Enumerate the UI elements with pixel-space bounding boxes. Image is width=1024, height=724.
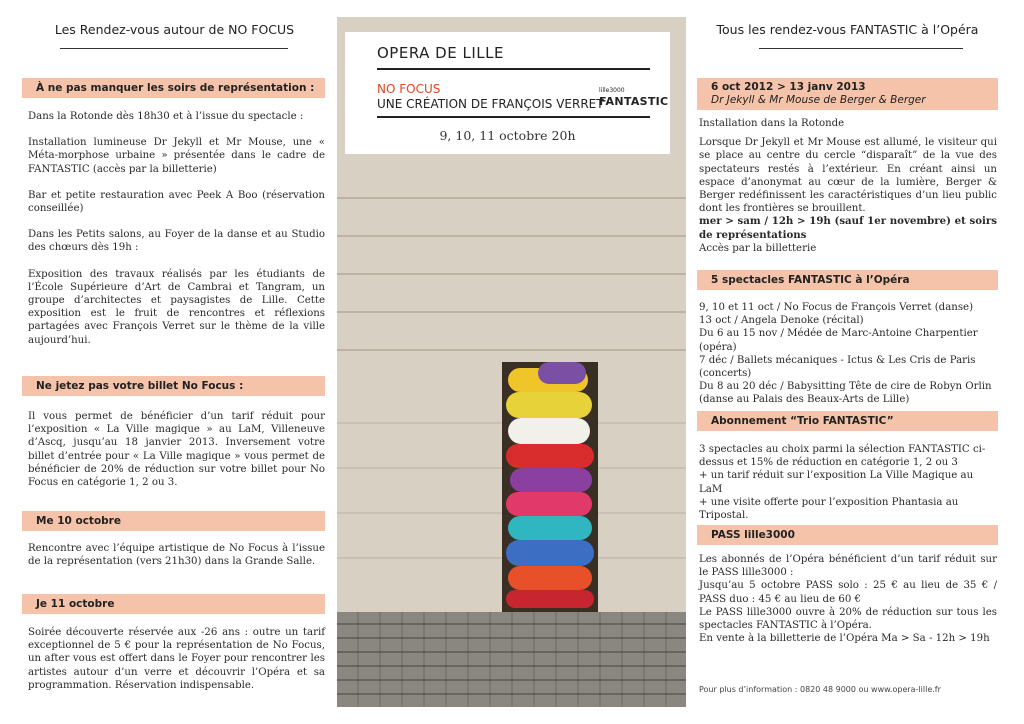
paragraph: Exposition des travaux réalisés par les étudiants de l’École Supérieure d’Art de Cambrai et Tangram, un groupe d’architectes et paysagistes de Lille. Cette exposition est le fruit de rencontres et réflexions partagées avec François Verret sur le thème de la ville aujourd’hui. bbox=[28, 268, 325, 346]
section-band: 5 spectacles FANTASTIC à l’Opéra bbox=[697, 270, 998, 290]
paragraph: 7 déc / Ballets mécaniques - Ictus & Les Cris de Paris (concerts) bbox=[699, 354, 976, 380]
figure-body bbox=[506, 540, 594, 566]
figure-body bbox=[510, 468, 592, 492]
figure-body bbox=[538, 362, 586, 384]
paragraph: Jusqu’au 5 octobre PASS solo : 25 € au lieu de 35 € / PASS duo : 45 € au lieu de 60 € bbox=[699, 580, 997, 605]
section-body bbox=[699, 301, 997, 407]
paragraph: Soirée découverte réservée aux -26 ans : outre un tarif exceptionnel de 5 € pour la représentation de No Focus, un after vous est offert dans le Foyer pour rencontrer les artistes autour d’un verre et découvrir l’Opéra et sa programmation. Réservation indispensable. bbox=[28, 627, 325, 691]
wall-stone-line bbox=[337, 349, 686, 351]
section-band: Abonnement “Trio FANTASTIC” bbox=[697, 411, 998, 431]
paragraph: Accès par la billetterie bbox=[699, 242, 817, 254]
paragraph: Lorsque Dr Jekyll et Mr Mouse est allumé, le visiteur qui se place au centre du cercle “disparaît” de la vue des spectateurs restés à l’extérieur. En créant ainsi un espace d’anonymat au cœur de la lumière, Berger & Berger redéfinissent les caractéristiques d’un lieu public dont les frontières se brouillent. bbox=[699, 137, 997, 215]
opera-name: OPERA DE LILLE bbox=[377, 44, 504, 62]
figure-body bbox=[506, 444, 594, 468]
left-heading: Les Rendez-vous autour de NO FOCUS bbox=[54, 22, 295, 37]
figure-body bbox=[506, 392, 592, 418]
section-body bbox=[28, 410, 325, 489]
paragraph: + un tarif réduit sur l’exposition La Ville Magique au LaM bbox=[699, 470, 974, 495]
paragraph: Du 8 au 20 déc / Babysitting Tête de cire de Robyn Orlin (danse au Palais des Beaux-Arts de Lille) bbox=[699, 381, 992, 406]
lille3000-logo: lille3000 bbox=[599, 87, 625, 94]
section-band: À ne pas manquer les soirs de représentation : bbox=[22, 78, 325, 98]
paragraph: Dans les Petits salons, au Foyer de la danse et au Studio des chœurs dès 19h : bbox=[28, 229, 325, 254]
paragraph: 9, 10 et 11 oct / No Focus de François Verret (danse) bbox=[699, 302, 974, 313]
paragraph: Rencontre avec l’équipe artistique de No Focus à l’issue de la représentation (vers 21h30) dans la Grande Salle. bbox=[28, 543, 325, 568]
paragraph: Du 6 au 15 nov / Médée de Marc-Antoine Charpentier (opéra) bbox=[699, 328, 978, 353]
paragraph: mer > sam / 12h > 19h (sauf 1er novembre) et soirs de représentations bbox=[699, 215, 997, 241]
paragraph: Dans la Rotonde dès 18h30 et à l’issue du spectacle : bbox=[28, 111, 304, 122]
paragraph: Bar et petite restauration avec Peek A Boo (réservation conseillée) bbox=[28, 189, 325, 215]
wall-stone-line bbox=[337, 273, 686, 275]
figure-body bbox=[508, 418, 590, 444]
paragraph: + une visite offerte pour l’exposition Phantasia au Tripostal. bbox=[699, 496, 959, 522]
figure-body bbox=[506, 590, 594, 608]
show-subtitle: UNE CRÉATION DE FRANÇOIS VERRET bbox=[377, 97, 604, 111]
wall-stone-line bbox=[337, 235, 686, 237]
section-body bbox=[699, 443, 997, 522]
show-title: NO FOCUS bbox=[377, 82, 441, 96]
wall-stone-line bbox=[337, 311, 686, 313]
section-band: Ne jetez pas votre billet No Focus : bbox=[22, 376, 325, 396]
figure-body bbox=[506, 492, 592, 516]
band-title: 6 oct 2012 > 13 janv 2013 bbox=[711, 81, 866, 93]
paragraph: Installation dans la Rotonde bbox=[699, 118, 845, 129]
right-heading-rule bbox=[759, 48, 963, 49]
section-body bbox=[28, 110, 325, 347]
left-heading-rule bbox=[60, 48, 288, 49]
fantastic-logo: FANTASTIC bbox=[599, 95, 669, 108]
paragraph: Le PASS lille3000 ouvre à 20% de réduction sur tous les spectacles FANTASTIC à l’Opéra. bbox=[699, 606, 997, 632]
paragraph: Installation lumineuse Dr Jekyll et Mr Mouse, une « Méta-morphose urbaine » présentée dans le cadre de FANTASTIC (accès par la billetterie) bbox=[28, 137, 325, 175]
title-rule bbox=[377, 68, 650, 70]
pavement-joints bbox=[337, 612, 686, 707]
paragraph: Les abonnés de l’Opéra bénéficient d’un tarif réduit sur le PASS lille3000 : bbox=[699, 554, 997, 579]
wall-stone-line bbox=[337, 197, 686, 199]
paragraph: 3 spectacles au choix parmi la sélection FANTASTIC ci-dessus et 15% de réduction en catégorie 1, 2 ou 3 bbox=[699, 444, 986, 469]
band-subtitle: Dr Jekyll & Mr Mouse de Berger & Berger bbox=[711, 94, 926, 106]
contact-footer: Pour plus d’information : 0820 48 9000 ou www.opera-lille.fr bbox=[699, 685, 941, 694]
section-band: PASS lille3000 bbox=[697, 525, 998, 545]
section-band: Je 11 octobre bbox=[22, 594, 325, 614]
section-body bbox=[28, 626, 325, 692]
section-body bbox=[699, 553, 997, 645]
poster-title-card bbox=[345, 32, 670, 154]
section-band bbox=[697, 78, 998, 110]
paragraph: Il vous permet de bénéficier d’un tarif réduit pour l’exposition « La Ville magique » au LaM, Villeneuve d’Ascq, jusqu’au 18 janvier 2013. Inversement votre billet d’entrée pour « La Ville magique » vous permet de bénéficier de 20% de réduction sur votre billet pour No Focus en catégorie 1, 2 ou 3. bbox=[28, 411, 325, 489]
figure-body bbox=[508, 566, 592, 590]
section-band: Me 10 octobre bbox=[22, 511, 325, 531]
paragraph: 13 oct / Angela Denoke (récital) bbox=[699, 315, 864, 327]
show-dates: 9, 10, 11 octobre 20h bbox=[439, 128, 576, 143]
paragraph: En vente à la billetterie de l’Opéra Ma > Sa - 12h > 19h bbox=[699, 633, 990, 645]
section-body bbox=[28, 542, 325, 568]
wall-niche bbox=[502, 362, 598, 612]
figure-body bbox=[508, 516, 592, 540]
title-rule bbox=[377, 116, 650, 118]
section-body bbox=[699, 117, 997, 255]
right-heading: Tous les rendez-vous FANTASTIC à l’Opéra bbox=[716, 22, 979, 37]
